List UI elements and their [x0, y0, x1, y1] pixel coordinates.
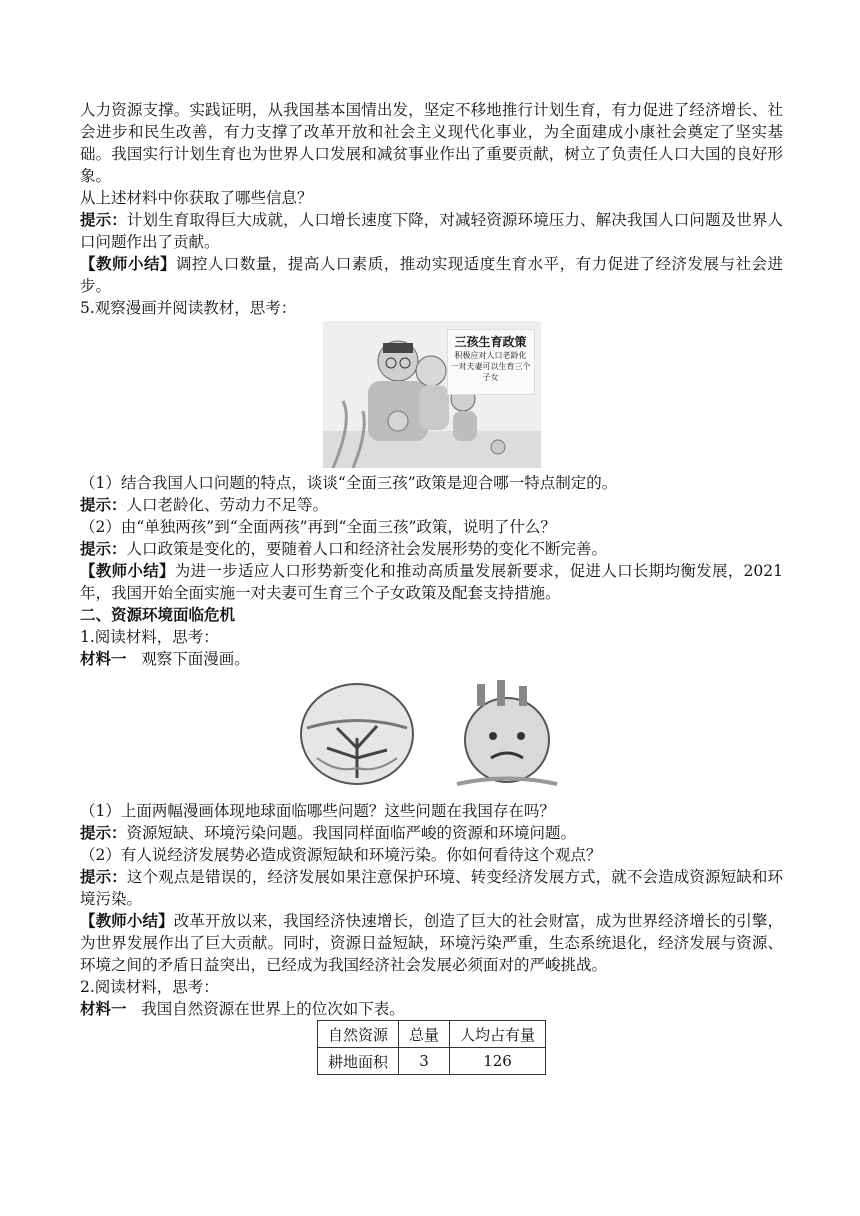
hint-label: 提示：: [80, 211, 127, 229]
material-label: 材料一: [80, 1000, 127, 1018]
question: （2）有人说经济发展势必造成资源短缺和环境污染。你如何看待这个观点？: [80, 846, 602, 864]
hint-text: 计划生育取得巨大成就，人口增长速度下降，对减轻资源环境压力、解决我国人口问题及世界人口问题作出了贡献。: [80, 211, 783, 251]
teacher-summary: [80, 560, 783, 604]
table-header-row: [317, 1021, 545, 1048]
three-child-policy-cartoon: [80, 321, 783, 468]
polluted-earth-cartoon: [447, 678, 567, 790]
hint: [80, 538, 783, 560]
section-heading: 二、资源环境面临危机: [80, 606, 236, 624]
table-row: [317, 1048, 545, 1075]
hint-text: 人口政策是变化的，要随着人口和经济社会发展形势的变化不断完善。: [126, 540, 608, 558]
hint: [80, 822, 783, 844]
poster-line: 积极应对人口老龄化: [454, 351, 527, 360]
material: [80, 648, 783, 670]
summary-text: 为进一步适应人口形势新变化和推动高质量发展新要求，促进人口长期均衡发展，2021年，我国开始全面实施一对夫妻可生育三个子女政策及配套支持措施。: [80, 562, 783, 602]
item-heading: 2.阅读材料，思考：: [80, 978, 219, 996]
summary-label: 【教师小结】: [80, 912, 174, 930]
material: [80, 998, 783, 1020]
question: 从上述材料中你获取了哪些信息？: [80, 189, 313, 207]
table-header-cell: 自然资源: [317, 1021, 398, 1048]
material-text: 观察下面漫画。: [141, 650, 250, 668]
poster-title: 三孩生育政策: [454, 335, 527, 349]
hint-text: 资源短缺、环境污染问题。我国同样面临严峻的资源和环境问题。: [126, 824, 577, 842]
hint-label: 提示：: [80, 496, 127, 514]
table-header-cell: 人均占有量: [450, 1021, 546, 1048]
paragraph: 人力资源支撑。实践证明，从我国基本国情出发，坚定不移地推行计划生育，有力促进了经济增长、社会进步和民生改善，有力支撑了改革开放和社会主义现代化事业，为全面建成小康社会奠定了坚实基础。我国实行计划生育也为世界人口发展和减贫事业作出了重要贡献，树立了负责任人口大国的良好形象。: [80, 101, 783, 185]
natural-resources-table: [317, 1020, 546, 1075]
material-label: 材料一: [80, 650, 127, 668]
document-page: [80, 99, 783, 1075]
table-cell: 耕地面积: [317, 1048, 398, 1075]
table-header-cell: 总量: [398, 1021, 449, 1048]
hint-label: 提示：: [80, 824, 127, 842]
question: （1）上面两幅漫画体现地球面临哪些问题？这些问题在我国存在吗？: [80, 802, 555, 820]
hint: [80, 866, 783, 910]
table-cell: 126: [450, 1048, 546, 1075]
table-cell: 3: [398, 1048, 449, 1075]
hint: [80, 209, 783, 253]
item-heading: 5.观察漫画并阅读教材，思考：: [80, 299, 297, 317]
hint: [80, 494, 783, 516]
summary-text: 调控人口数量，提高人口素质，推动实现适度生育水平，有力促进了经济发展与社会进步。: [80, 255, 783, 295]
teacher-summary: [80, 910, 783, 976]
summary-label: 【教师小结】: [80, 562, 175, 580]
question: （2）由“单独两孩”到“全面两孩”再到“全面三孩”政策，说明了什么？: [80, 518, 556, 536]
earth-cartoons: [80, 678, 783, 790]
teacher-summary: [80, 253, 783, 297]
hint-text: 人口老龄化、劳动力不足等。: [126, 496, 329, 514]
hint-label: 提示：: [80, 540, 127, 558]
summary-label: 【教师小结】: [80, 255, 176, 273]
drought-earth-cartoon: [297, 678, 417, 790]
policy-poster: [447, 329, 535, 395]
poster-line: 一对夫妻可以生育三个子女: [450, 362, 531, 382]
item-heading: 1.阅读材料，思考：: [80, 628, 219, 646]
hint-text: 这个观点是错误的，经济发展如果注意保护环境、转变经济发展方式，就不会造成资源短缺和环境污染。: [80, 868, 783, 908]
hint-label: 提示：: [80, 868, 127, 886]
question: （1）结合我国人口问题的特点，谈谈“全面三孩”政策是迎合哪一特点制定的。: [80, 474, 618, 492]
summary-text: 改革开放以来，我国经济快速增长，创造了巨大的社会财富，成为世界经济增长的引擎，为世界发展作出了巨大贡献。同时，资源日益短缺，环境污染严重，生态系统退化，经济发展与资源、环境之间的矛盾日益突出，已经成为我国经济社会发展必须面对的严峻挑战。: [80, 912, 783, 974]
material-text: 我国自然资源在世界上的位次如下表。: [141, 1000, 405, 1018]
